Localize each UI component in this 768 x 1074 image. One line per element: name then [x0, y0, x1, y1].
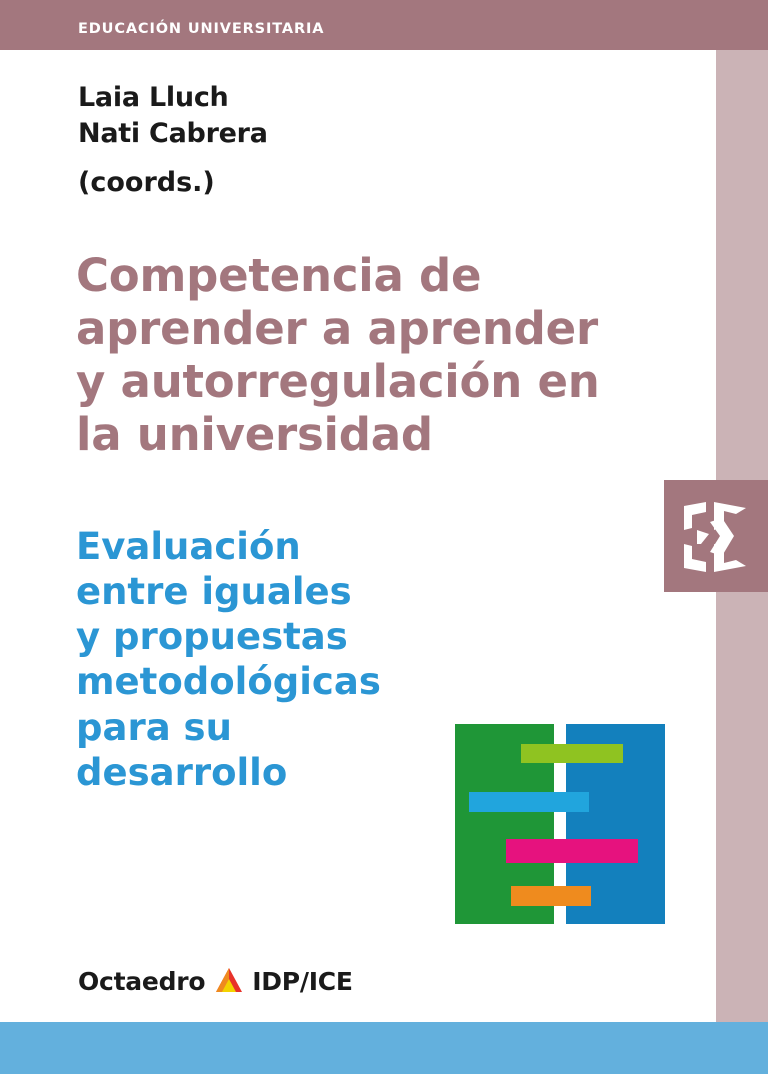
- subtitle-line-2: entre iguales: [76, 570, 352, 614]
- book-subtitle: [76, 524, 496, 795]
- authors-role: (coords.): [78, 167, 215, 199]
- authors-block: [78, 80, 638, 201]
- author-name-1: Laia Lluch: [78, 82, 229, 113]
- title-line-3: y autorregulación en: [76, 355, 600, 409]
- bottom-band: [0, 1022, 768, 1074]
- subtitle-line-1: Evaluación: [76, 525, 301, 568]
- octaedro-monogram-icon: [680, 500, 750, 574]
- graphic-bar-cyan: [469, 792, 589, 812]
- book-title: [76, 249, 656, 461]
- title-line-2: aprender a aprender: [76, 302, 598, 356]
- right-decorative-strip-bottom: [716, 592, 768, 1022]
- title-line-1: Competencia de: [76, 249, 482, 302]
- publisher-row: [78, 963, 353, 999]
- collection-label: EDUCACIÓN UNIVERSITARIA: [78, 21, 325, 37]
- author-name-2: Nati Cabrera: [78, 117, 268, 149]
- subtitle-line-4: metodológicas: [76, 660, 381, 704]
- subtitle-line-5: para su: [76, 705, 232, 749]
- subtitle-line-3: y propuestas: [76, 615, 348, 659]
- publisher-imprint: IDP/ICE: [252, 966, 353, 996]
- subtitle-line-6: desarrollo: [76, 750, 288, 794]
- graphic-bar-orange: [511, 886, 591, 906]
- right-decorative-strip-top: [716, 50, 768, 480]
- octaedro-triangle-logo-icon: [214, 966, 244, 996]
- graphic-bar-pink: [506, 839, 638, 863]
- title-line-4: la universidad: [76, 408, 433, 462]
- publisher-name: Octaedro: [78, 966, 206, 996]
- graphic-bar-yellowgreen: [521, 744, 623, 763]
- cover-decorative-graphic: [455, 724, 665, 924]
